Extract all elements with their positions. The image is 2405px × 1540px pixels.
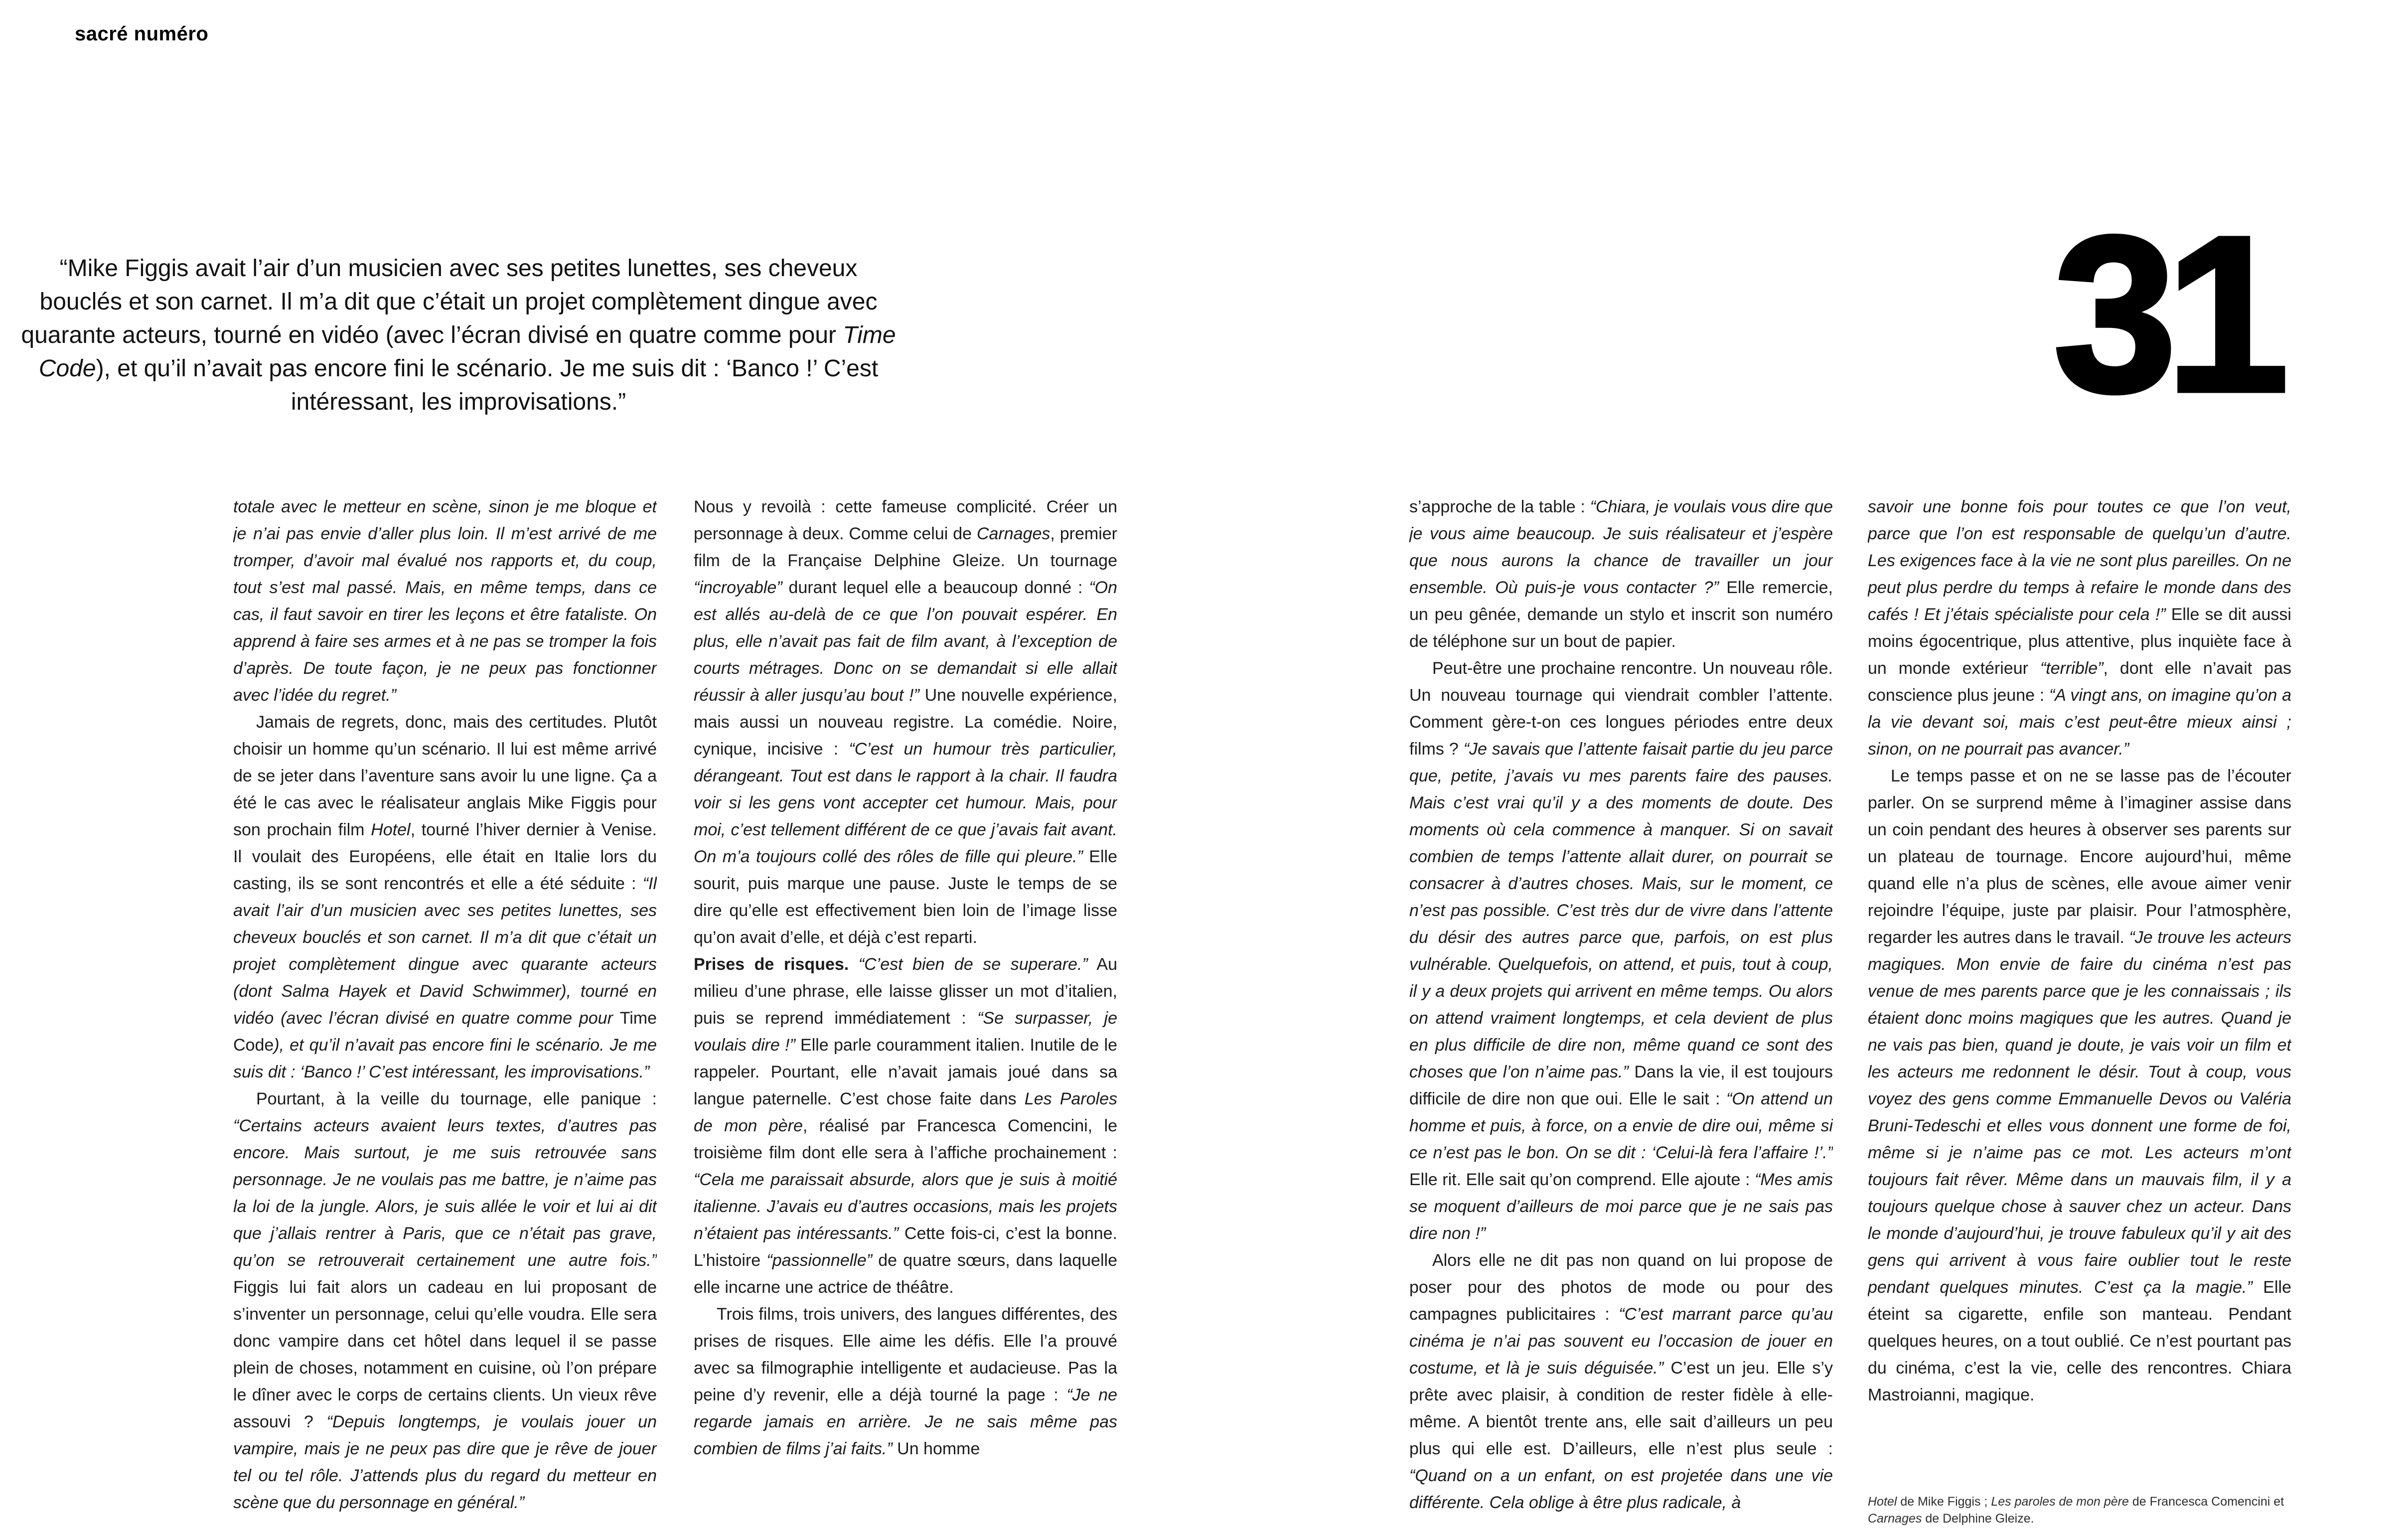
text-segment: “passionnelle” [766, 1251, 873, 1270]
text-segment: Dans la vie, il est toujours difficile de dire non que oui. Elle le sait : [1409, 1063, 1833, 1108]
text-segment: Les Paroles de mon père [694, 1089, 1117, 1135]
body-paragraph [694, 493, 1117, 951]
text-segment: s’approche de la table : [1409, 497, 1590, 516]
body-column-1 [233, 493, 657, 1540]
text-segment: totale avec le metteur en scène, sinon je me bloque et je n’ai pas envie d’aller plus loin. Il m’est arrivé de me tromper, d’avoir mal évalué nos rapports et, du coup, tout s’est mal passé. Mais, en même temps, dans ce cas, il faut savoir en tirer les leçons et être fataliste. On apprend à faire ses armes et à ne pas se tromper la fois d’après. De toute façon, je ne peux pas fonctionner avec l’idée du regret.” [233, 497, 657, 705]
text-segment: Elle rit. Elle sait qu’on comprend. Elle ajoute : [1409, 1170, 1755, 1189]
text-segment: Nous y revoilà : cette fameuse complicité. Créer un personnage à deux. Comme celui de [694, 497, 1117, 543]
text-segment: “Depuis longtemps, je voulais jouer un vampire, mais je ne peux pas dire que je rêve de jouer tel ou tel rôle. J’attends plus du regard du metteur en scène que du personnage en général.” [233, 1412, 657, 1512]
text-segment: Jamais de regrets, donc, mais des certitudes. Plutôt choisir un homme qu’un scénario. Il lui est même arrivé de se jeter dans l’aventure sans avoir lu une ligne. Ça a été le cas avec le réalisateur anglais Mike Figgis pour son prochain film [233, 713, 657, 839]
text-segment: “Je ne regarde jamais en arrière. Je ne sais même pas combien de films j’ai faits.” [694, 1386, 1117, 1458]
text-segment: “Mes amis se moquent d’ailleurs de moi parce que je ne sais pas dire non !” [1409, 1170, 1833, 1243]
text-segment: Carnages [1868, 1512, 1922, 1526]
body-paragraph [233, 493, 657, 709]
text-segment: Time Code [233, 1009, 657, 1055]
body-paragraph [1409, 493, 1833, 655]
text-segment: Hotel [1868, 1495, 1897, 1509]
text-segment: Le temps passe et on ne se lasse pas de l’écouter parler. On se surprend même à l’imaginer assise dans un coin pendant des heures à observer ses parents sur un plateau de tournage. Encore aujourd’hui, même quand elle n’a plus de scènes, elle avoue aimer venir rejoindre l’équipe, juste par plaisir. Pour l’atmosphère, regarder les autres dans le travail. [1868, 767, 2291, 947]
text-segment: Hotel [371, 820, 411, 839]
body-column-3 [1409, 493, 1833, 1540]
footnote [1868, 1493, 2301, 1527]
text-segment: C’est un jeu. Elle s’y prête avec plaisir, à condition de rester fidèle à elle-même. A bientôt trente ans, elle sait d’ailleurs un peu plus qui elle est. D’ailleurs, elle n’est plus seule : [1409, 1359, 1833, 1458]
text-segment: Elle parle couramment italien. Inutile de le rappeler. Pourtant, elle n’avait jamais joué dans sa langue paternelle. C’est chose faite dans [694, 1036, 1117, 1108]
text-segment: savoir une bonne fois pour toutes ce que l’on veut, parce que l’on est responsable de quelqu’un d’autre. Les exigences face à la vie ne sont plus pareilles. On ne peut plus perdre du temps à refaire le monde dans des cafés ! Et j’étais spécialiste pour cela !” [1868, 497, 2291, 624]
body-paragraph [1409, 1247, 1833, 1516]
text-segment: Une nouvelle expérience, mais aussi un nouveau registre. La comédie. Noire, cynique, incisive : [694, 686, 1117, 759]
text-segment: Elle éteint sa cigarette, enfile son manteau. Pendant quelques heures, on a tout oublié. Ce n’est pourtant pas du cinéma, c’est la vie, celle des rencontres. Chiara Mastroianni, magique. [1868, 1278, 2291, 1404]
text-segment: Figgis lui fait alors un cadeau en lui proposant de s’inventer un personnage, celui qu’elle voudra. Elle sera donc vampire dans cet hôtel dans lequel il se passe plein de choses, notamment en cuisine, où l’on prépare le dîner avec le corps de certains clients. Un vieux rêve assouvi ? [233, 1278, 657, 1431]
text-segment: Pourtant, à la veille du tournage, elle panique : [256, 1089, 657, 1108]
body-paragraph [233, 709, 657, 1085]
text-segment: Prises de risques. [694, 955, 859, 974]
text-segment: “Chiara, je voulais vous dire que je vous aime beaucoup. Je suis réalisateur et j’espère que nous aurons la chance de travailler un jour ensemble. Où puis-je vous contacter ?” [1409, 497, 1833, 597]
text-segment: “Mike Figgis avait l’air d’un musicien avec ses petites lunettes, ses cheveux bouclés et son carnet. Il m’a dit que c’était un projet complètement dingue avec quarante acteurs, tourné en vidéo (avec l’écran divisé en quatre comme pour [21, 255, 878, 348]
body-paragraph [1868, 493, 2291, 763]
text-segment: Au milieu d’une phrase, elle laisse glisser un mot d’italien, puis se reprend immédiatement : [694, 955, 1117, 1028]
text-segment: “On est allés au-delà de ce que l’on pouvait espérer. En plus, elle n’avait pas fait de film avant, à l’exception de courts métrages. Donc on se demandait si elle allait réussir à aller jusqu’au bout !” [694, 578, 1117, 705]
body-paragraph [694, 951, 1117, 1301]
text-segment: Les paroles de mon père [1991, 1495, 2129, 1509]
text-segment: Elle remercie, un peu gênée, demande un stylo et inscrit son numéro de téléphone sur un bout de papier. [1409, 578, 1833, 651]
text-segment: , dont elle n’avait pas conscience plus jeune : [1868, 659, 2291, 705]
text-segment: “incroyable” [694, 578, 782, 597]
text-segment: “Cela me paraissait absurde, alors que je suis à moitié italienne. J’avais eu d’autres occasions, mais les projets n’étaient pas intéressants.” [694, 1170, 1117, 1243]
text-segment: “Se surpasser, je voulais dire !” [694, 1009, 1117, 1055]
text-segment: Elle se dit aussi moins égocentrique, plus attentive, plus inquiète face à un monde extérieur [1868, 605, 2291, 678]
body-paragraph [1868, 763, 2291, 1408]
text-segment: “Je savais que l’attente faisait partie du jeu parce que, petite, j’avais vu mes parents faire des pauses. Mais c’est vrai qu’il y a des moments de doute. Des moments où cela commence à manquer. Si on savait combien de temps l’attente allait durer, on pourrait se consacrer à d’autres choses. Mais, sur le moment, ce n’est pas possible. C’est très dur de vivre dans l’attente du désir des autres parce que, parfois, on est plus vulnérable. Quelquefois, on attend, et puis, tout à coup, il y a deux projets qui arrivent en même temps. Ou alors on attend vraiment longtemps, et cela devient de plus en plus difficile de dire non, même quand ce sont des choses que l’on n’aime pas.” [1409, 740, 1833, 1081]
text-segment: durant lequel elle a beaucoup donné : [782, 578, 1089, 597]
text-segment: de Mike Figgis ; [1897, 1495, 1991, 1509]
text-segment: “Quand on a un enfant, on est projetée dans une vie différente. Cela oblige à être plus radicale, à [1409, 1466, 1833, 1512]
body-paragraph [1409, 655, 1833, 1247]
text-segment: Time Code [38, 322, 896, 382]
text-segment: de Delphine Gleize. [1922, 1512, 2034, 1526]
text-segment: Elle sourit, puis marque une pause. Juste le temps de se dire qu’elle est effectivement bien loin de l’image lisse qu’on avait d’elle, et déjà c’est reparti. [694, 847, 1117, 947]
text-segment: Peut-être une prochaine rencontre. Un nouveau rôle. Un nouveau tournage qui viendrait combler l’attente. Comment gère-t-on ces longues périodes entre deux films ? [1409, 659, 1833, 759]
text-segment: “Il avait l’air d’un musicien avec ses petites lunettes, ses cheveux bouclés et son carnet. Il m’a dit que c’était un projet complètement dingue avec quarante acteurs (dont Salma Hayek et David Schwimmer), tourné en vidéo (avec l’écran divisé en quatre comme pour [233, 874, 657, 1028]
text-segment: “C’est bien de se superare.” [858, 955, 1088, 974]
text-segment: ), et qu’il n’avait pas encore fini le scénario. Je me suis dit : ‘Banco !’ C’est intéressant, les improvisations.” [96, 355, 879, 415]
text-segment: , tourné l’hiver dernier à Venise. Il voulait des Européens, elle était en Italie lors du casting, ils se sont rencontrés et elle a été séduite : [233, 820, 657, 893]
text-segment: “Certains acteurs avaient leurs textes, d’autres pas encore. Mais surtout, je me suis retrouvée sans personnage. Je ne voulais pas me battre, je n’aime pas la loi de la jungle. Alors, je suis allée le voir et lui ai dit que j’allais rentrer à Paris, que ce n’était pas grave, qu’on se retrouverait certainement une autre fois.” [233, 1116, 657, 1270]
text-segment: “terrible” [2040, 659, 2104, 678]
text-segment: , réalisé par Francesca Comencini, le troisième film dont elle sera à l’affiche prochainement : [694, 1116, 1117, 1162]
text-segment: “On attend un homme et puis, à force, on a envie de dire oui, même si ce n’est pas le bon. On se dit : ‘Celui-là fera l’affaire !’.” [1409, 1089, 1833, 1162]
text-segment: “C’est un humour très particulier, dérangeant. Tout est dans le rapport à la chair. Il faudra voir si les gens vont accepter cet humour. Mais, pour moi, c’est tellement différent de ce que j’avais fait avant. On m’a toujours collé des rôles de fille qui pleure.” [694, 740, 1117, 866]
kicker: sacré numéro [75, 23, 209, 45]
text-segment: Trois films, trois univers, des langues différentes, des prises de risques. Elle aime les défis. Elle l’a prouvé avec sa filmographie intelligente et audacieuse. Pas la peine d’y revenir, elle a déjà tourné la page : [694, 1305, 1117, 1404]
text-segment: de quatre sœurs, dans laquelle elle incarne une actrice de théâtre. [694, 1251, 1117, 1297]
body-column-4 [1868, 493, 2291, 1540]
text-segment: Un homme [892, 1439, 980, 1458]
text-segment: de Francesca Comencini et [2128, 1495, 2284, 1509]
pull-quote [20, 252, 897, 419]
text-segment: Alors elle ne dit pas non quand on lui propose de poser pour des photos de mode ou pour des campagnes publicitaires : [1409, 1251, 1833, 1324]
text-segment: , premier film de la Française Delphine Gleize. Un tournage [694, 524, 1117, 570]
text-segment: Carnages [976, 524, 1051, 543]
text-segment: Cette fois-ci, c’est la bonne. L’histoire [694, 1224, 1117, 1270]
body-paragraph [233, 1085, 657, 1516]
page-number: 31 [2053, 190, 2278, 438]
text-segment: ), et qu’il n’avait pas encore fini le scénario. Je me suis dit : ‘Banco !’ C’est intéressant, les improvisations.” [233, 1036, 657, 1081]
body-column-2 [694, 493, 1117, 1540]
text-segment: “C’est marrant parce qu’au cinéma je n’ai pas souvent eu l’occasion de jouer en costume, et là je suis déguisée.” [1409, 1305, 1833, 1378]
text-segment: “Je trouve les acteurs magiques. Mon envie de faire du cinéma n’est pas venue de mes parents parce que je les connaissais ; ils étaient donc moins magiques que les autres. Quand je ne vais pas bien, quand je doute, je vais voir un film et les acteurs me redonnent le désir. Tout à coup, vous voyez des gens comme Emmanuelle Devos ou Valéria Bruni-Tedeschi et elles vous donnent une forme de foi, même si je n’aime pas ce mot. Les acteurs m’ont toujours fait rêver. Même dans un mauvais film, il y a toujours quelque chose à sauver chez un acteur. Dans le monde d’aujourd’hui, je trouve fabuleux qu’il y ait des gens qui arrivent à vous faire oublier tout le reste pendant quelques minutes. C’est ça la magie.” [1868, 928, 2291, 1297]
text-segment: “A vingt ans, on imagine qu’on a la vie devant soi, mais c’est peut-être mieux ainsi ; sinon, on ne pourrait pas avancer.” [1868, 686, 2291, 759]
body-paragraph [694, 1301, 1117, 1462]
